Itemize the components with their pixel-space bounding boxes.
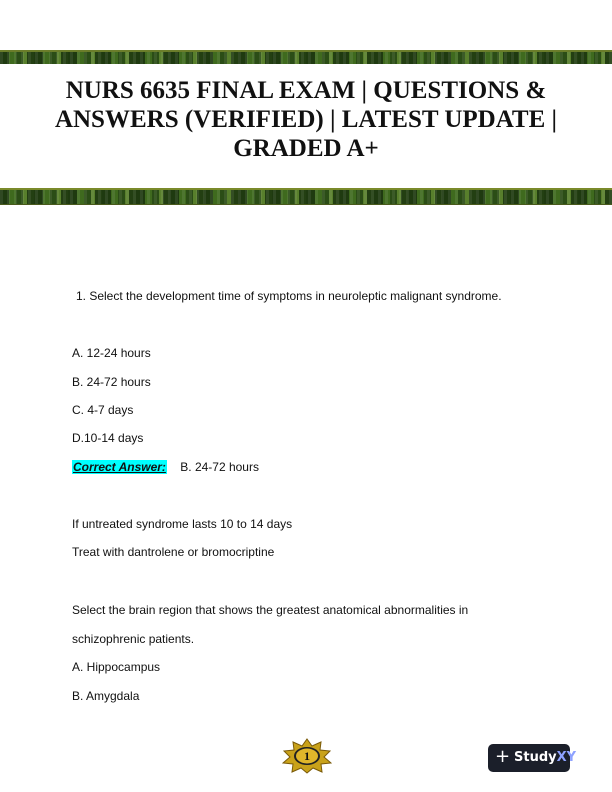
question-1-option-b: B. 24-72 hours: [72, 375, 151, 389]
question-1-option-c: C. 4-7 days: [72, 403, 134, 417]
plus-icon: +: [495, 746, 511, 767]
question-1-option-d: D.10-14 days: [72, 431, 144, 445]
header-decorative-band-bottom: [0, 188, 612, 205]
page-title: NURS 6635 FINAL EXAM | QUESTIONS & ANSWERS (VERIFIED) | LATEST UPDATE | GRADED A+: [54, 77, 558, 162]
question-2-option-b: B. Amygdala: [72, 689, 140, 703]
question-2-option-a: A. Hippocampus: [72, 660, 161, 674]
explanation-line-1: If untreated syndrome lasts 10 to 14 days: [72, 517, 293, 531]
question-1-prompt: 1. Select the development time of symptoms in neuroleptic malignant syndrome.: [76, 289, 502, 303]
question-1-option-a: A. 12-24 hours: [72, 346, 151, 360]
question-1-answer-row: [72, 460, 259, 474]
header-decorative-band-top: [0, 50, 612, 64]
page-number-badge: [282, 738, 332, 774]
correct-answer-text: B. 24-72 hours: [180, 460, 259, 474]
logo-wordmark: StudyXY: [514, 750, 577, 765]
page-number: 1: [304, 749, 310, 763]
question-2-prompt-line-1: Select the brain region that shows the greatest anatomical abnormalities in: [72, 603, 469, 617]
correct-answer-label: Correct Answer:: [73, 460, 166, 474]
question-2-prompt-line-2: schizophrenic patients.: [72, 632, 195, 646]
studyxy-logo[interactable]: [488, 744, 577, 772]
explanation-line-2: Treat with dantrolene or bromocriptine: [72, 545, 275, 559]
